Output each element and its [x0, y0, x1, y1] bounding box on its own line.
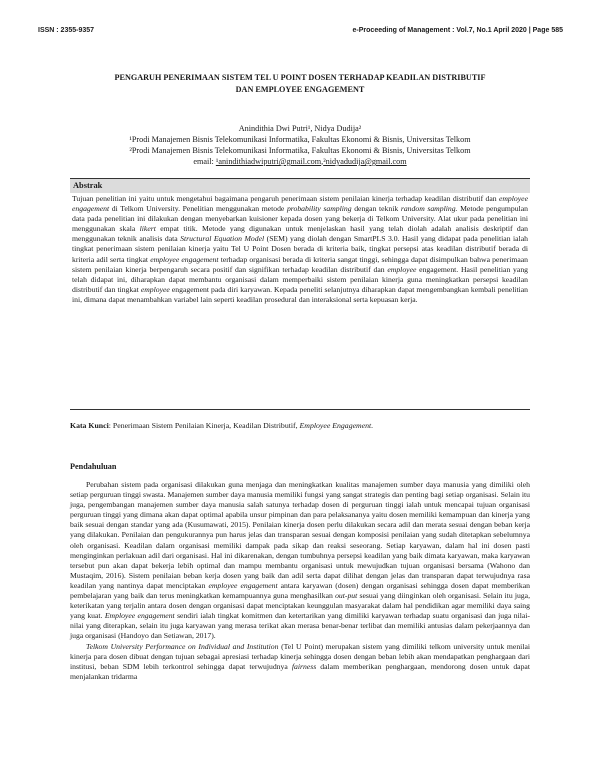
abstract-text: Tujuan penelitian ini yaitu untuk mengetahui bagaimana pengaruh penerimaan sistem penilaian kinerja terhadap keadilan distributif dan employee engagement di Telkom University. Penelitian menggunakan metode probability sampling dengan teknik random sampling. Metode pengumpulan data pada penelitian ini dilakukan dengan menyebarkan kuisioner kepada dosen yang bekerja di Telkom University. Alat ukur pada penelitian ini menggunakan skala likert empat titik. Metode yang digunakan untuk menjelaskan hasil yang telah diolah adalah analisis deskriptif dan menggunakan teknik analisis data Structural Equation Model (SEM) yang diolah dengan SmartPLS 3.0. Hasil yang didapat pada penelitian ialah tingkat penerimaan sistem penilaian kinerja yaitu Tel U Point Dosen berada di kriteria baik, tingkat persepsi atas keadilan distributif berada di kriteria adil serta tingkat employee engagement terhadap organisasi berada di kriteria sangat tinggi, sehingga dapat disimpulkan bahwa penerimaan sistem penilaian kinerja berpengaruh secara positif dan signifikan terhadap keadilan distributif dan employee engagement. Hasil penelitian yang telah didapat ini, diharapkan dapat membantu organisasi dalam memperbaiki sistem penilaian kinerja guna meningkatkan persepsi keadilan distributif dan tingkat employee engagement pada diri karyawan. Kepada peneliti selanjutnya diharapkan dapat mengembangkan kembali penelitian ini, dimana dapat menambahkan variabel lain seperti keadilan prosedural dan interaksional serta kepuasan kerja.: [72, 194, 529, 304]
abstract-heading: Abstrak: [70, 179, 530, 193]
affiliation-2: ²Prodi Manajemen Bisnis Telekomunikasi Informatika, Fakultas Ekonomi & Bisnis, Universitas Telkom: [129, 146, 471, 155]
author-names: Anindithia Dwi Putri¹, Nidya Dudija²: [238, 124, 362, 133]
body-text: [70, 480, 530, 682]
keywords: [70, 421, 530, 431]
title-line-2: DAN EMPLOYEE ENGAGEMENT: [235, 85, 365, 94]
email-label: email:: [193, 157, 216, 166]
section-title: Pendahuluan: [70, 462, 117, 471]
author-block: [80, 123, 520, 167]
keywords-text: : Penerimaan Sistem Penilaian Kinerja, Keadilan Distributif,: [108, 421, 300, 430]
email-link-1[interactable]: ¹anindithiadwiputri@gmail.com: [215, 157, 322, 166]
keywords-label: Kata Kunci: [70, 421, 109, 430]
paragraph-1: Perubahan sistem pada organisasi dilakukan guna menjaga dan meningkatkan kualitas manajemen sumber daya manusia yang dimiliki oleh setiap perguruan tinggi swasta. Manajemen sumber daya manusia memiliki fungsi yang sangat strategis dan penting bagi setiap organisasi. Selain itu juga, pengembangan manajemen sumber daya manusia salah satunya terhadap dosen di perguruan tinggi ialah untuk mencapai tujuan organisasi perguruan tinggi yang dimana akan dapat optimal apabila unsur pimpinan dan para pelaksananya yaitu dosen memiliki kemampuan dan kinerja yang baik sesuai dengan standar yang ada (Kusumawati, 2015). Penilaian kinerja dosen perlu dilakukan secara adil dan merata sesuai dengan beban kerja yang dilakukan. Penilaian dan pengukurannya pun harus jelas dan transparan sesuai dengan komposisi penilaian yang sudah ditetapkan sebelumnya oleh organisasi. Keadilan dalam organisasi memiliki dampak pada sikap dan reaksi seseorang. Setiap karyawan, dalam hal ini dosen pasti menginginkan perlakuan adil dari organisasi. Hal ini dikarenakan, dengan tumbuhnya persepsi keadilan yang baik dimata karyawan, maka karyawan tersebut pun akan dapat bekerja lebih optimal dan mampu membantu organisasi untuk mewujudkan tujuan organisasi bersama (Wahono dan Mustaqim, 2016). Sistem penilaian beban kerja dosen yang baik dan adil serta dapat dilihat dengan jelas dan transparan dapat terwujudnya rasa keadilan yang nantinya dapat menciptakan employee engagement antara karyawan (dosen) dengan organisasi sehingga dosen dapat memberikan pembelajaran yang baik dan terus meningkatkan kemampuannya guna menghasilkan out-put sesuai yang diinginkan oleh organisasi. Selain itu juga, keterikatan yang terjalin antara dosen dengan organisasi dapat menciptakan keunggulan masyarakat dalam hal pendidikan agar memiliki daya saing yang kuat. Employee engagement sendiri ialah tingkat komitmen dan ketertarikan yang dimiliki karyawan terhadap suatu organisasi dan juga nilai-nilai yang diterapkan, selain itu juga karyawan yang merasa terikat akan merasa benar-benar terlibat dan memiliki antusias dalam pekerjaannya dan juga organisasi (Handoyo dan Setiawan, 2017).: [70, 480, 530, 641]
paper-title: [60, 72, 540, 96]
abstract-box: [70, 178, 530, 410]
running-header: [38, 27, 563, 39]
email-link-2[interactable]: ²nidyadudija@gmail.com: [323, 157, 407, 166]
paragraph-2: Telkom University Performance on Individual and Institution (Tel U Point) merupakan sistem yang dimiliki telkom university untuk menilai kinerja para dosen dibuat dengan tujuan sebagai apresiasi terhadap kinerja sehingga dosen dengan beban lebih akan mendapatkan penghargaan dari institusi, beban SDM lebih terkontrol sehingga dapat terwujudnya fairness dalam memberikan penghargaan, mendorong dosen untuk dapat menjalankan tridarma: [70, 641, 530, 681]
journal-citation: e-Proceeding of Management : Vol.7, No.1 April 2020 | Page 585: [352, 27, 563, 34]
keywords-emphasis: Employee Engagement.: [299, 421, 374, 430]
email-line: [80, 156, 520, 167]
affiliation-1: ¹Prodi Manajemen Bisnis Telekomunikasi Informatika, Fakultas Ekonomi & Bisnis, Universitas Telkom: [129, 135, 471, 144]
email-sep: ,: [321, 157, 324, 166]
issn-label: ISSN : 2355-9357: [38, 27, 95, 34]
title-line-1: PENGARUH PENERIMAAN SISTEM TEL U POINT DOSEN TERHADAP KEADILAN DISTRIBUTIF: [114, 73, 486, 82]
